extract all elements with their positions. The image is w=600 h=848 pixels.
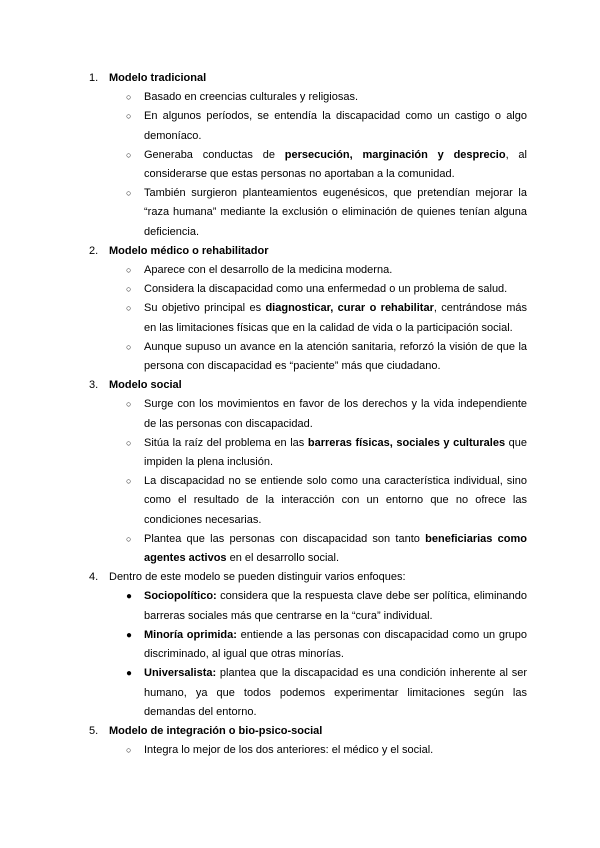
section-intro: Dentro de este modelo se pueden distinguir varios enfoques: bbox=[109, 571, 406, 584]
section-number: 4. bbox=[89, 571, 99, 584]
section-number: 5. bbox=[89, 724, 99, 737]
emphasis: diagnosticar, curar o rehabilitar bbox=[265, 302, 434, 315]
filled-bullet-icon: ● bbox=[126, 591, 133, 603]
list-item: ○ Sitúa la raíz del problema en las barreras físicas, sociales y culturales que impiden la plena inclusión. bbox=[109, 434, 527, 472]
list-item: ○ Aunque supuso un avance en la atención sanitaria, reforzó la visión de que la persona con discapacidad es “paciente” más que ciudadano. bbox=[109, 338, 527, 376]
list-item: ○ Basado en creencias culturales y religiosas. bbox=[109, 88, 527, 107]
term: Minoría oprimida: bbox=[144, 628, 237, 641]
list-item: ○ Considera la discapacidad como una enfermedad o un problema de salud. bbox=[109, 280, 527, 299]
list-item: ○ Surge con los movimientos en favor de los derechos y la vida independiente de las personas con discapacidad. bbox=[109, 395, 527, 433]
section-5 bbox=[89, 722, 527, 760]
emphasis: beneficiarias como agentes activos bbox=[144, 532, 527, 565]
emphasis: persecución, marginación y desprecio bbox=[284, 148, 506, 161]
hollow-bullet-icon: ○ bbox=[126, 533, 132, 544]
list-item: ● Universalista: plantea que la discapacidad es una condición inherente al ser humano, ya que todos podemos experimentar limitaciones según las demandas del entorno. bbox=[109, 664, 527, 722]
section-number: 2. bbox=[89, 244, 99, 257]
hollow-bullet-icon: ○ bbox=[126, 149, 132, 160]
section-title: Modelo médico o rehabilitador bbox=[109, 244, 269, 257]
list-item: ○ Plantea que las personas con discapacidad son tanto beneficiarias como agentes activos en el desarrollo social. bbox=[109, 530, 527, 568]
hollow-bullet-icon: ○ bbox=[126, 745, 132, 756]
list-item: ○ Su objetivo principal es diagnosticar, curar o rehabilitar, centrándose más en las limitaciones físicas que en la calidad de vida o la participación social. bbox=[109, 299, 527, 337]
section-number: 1. bbox=[89, 72, 99, 84]
section-items bbox=[109, 261, 527, 376]
section-items bbox=[109, 587, 527, 721]
section-1 bbox=[89, 69, 527, 242]
section-2 bbox=[89, 242, 527, 376]
filled-bullet-icon: ● bbox=[126, 629, 133, 641]
list-item: ○ La discapacidad no se entiende solo como una característica individual, sino como el resultado de la interacción con un entorno que no ofrece las condiciones necesarias. bbox=[109, 472, 527, 530]
hollow-bullet-icon: ○ bbox=[126, 476, 132, 487]
term: Sociopolítico: bbox=[144, 590, 217, 603]
list-item: ○ Aparece con el desarrollo de la medicina moderna. bbox=[109, 261, 527, 280]
section-title: Modelo social bbox=[109, 379, 182, 392]
hollow-bullet-icon: ○ bbox=[126, 437, 132, 448]
list-item: ○ Generaba conductas de persecución, marginación y desprecio, al considerarse que estas personas no aportaban a la comunidad. bbox=[109, 146, 527, 184]
hollow-bullet-icon: ○ bbox=[126, 399, 132, 410]
hollow-bullet-icon: ○ bbox=[126, 303, 132, 314]
hollow-bullet-icon: ○ bbox=[126, 188, 132, 199]
section-items bbox=[109, 395, 527, 568]
list-item: ○ En algunos períodos, se entendía la discapacidad como un castigo o algo demoníaco. bbox=[109, 107, 527, 145]
list-item: ○ Integra lo mejor de los dos anteriores: el médico y el social. bbox=[109, 741, 527, 760]
models-list bbox=[89, 69, 527, 760]
hollow-bullet-icon: ○ bbox=[126, 284, 132, 295]
section-4 bbox=[89, 568, 527, 722]
section-number: 3. bbox=[89, 379, 99, 392]
emphasis: barreras físicas, sociales y culturales bbox=[307, 436, 506, 449]
list-item: ● Minoría oprimida: entiende a las personas con discapacidad como un grupo discriminado, al igual que otras minorías. bbox=[109, 626, 527, 664]
section-title: Modelo de integración o bio-psico-social bbox=[109, 724, 323, 737]
hollow-bullet-icon: ○ bbox=[126, 111, 132, 122]
section-3 bbox=[89, 376, 527, 568]
section-items bbox=[109, 88, 527, 242]
list-item: ○ También surgieron planteamientos eugenésicos, que pretendían mejorar la “raza humana” mediante la exclusión o eliminación de quienes tenían alguna deficiencia. bbox=[109, 184, 527, 242]
filled-bullet-icon: ● bbox=[126, 668, 133, 680]
hollow-bullet-icon: ○ bbox=[126, 265, 132, 276]
section-title: Modelo tradicional bbox=[109, 72, 207, 84]
term: Universalista: bbox=[144, 667, 217, 680]
section-items bbox=[109, 741, 527, 760]
list-item: ● Sociopolítico: considera que la respuesta clave debe ser política, eliminando barreras sociales más que centrarse en la “cura” individual. bbox=[109, 587, 527, 625]
hollow-bullet-icon: ○ bbox=[126, 341, 132, 352]
hollow-bullet-icon: ○ bbox=[126, 92, 132, 103]
